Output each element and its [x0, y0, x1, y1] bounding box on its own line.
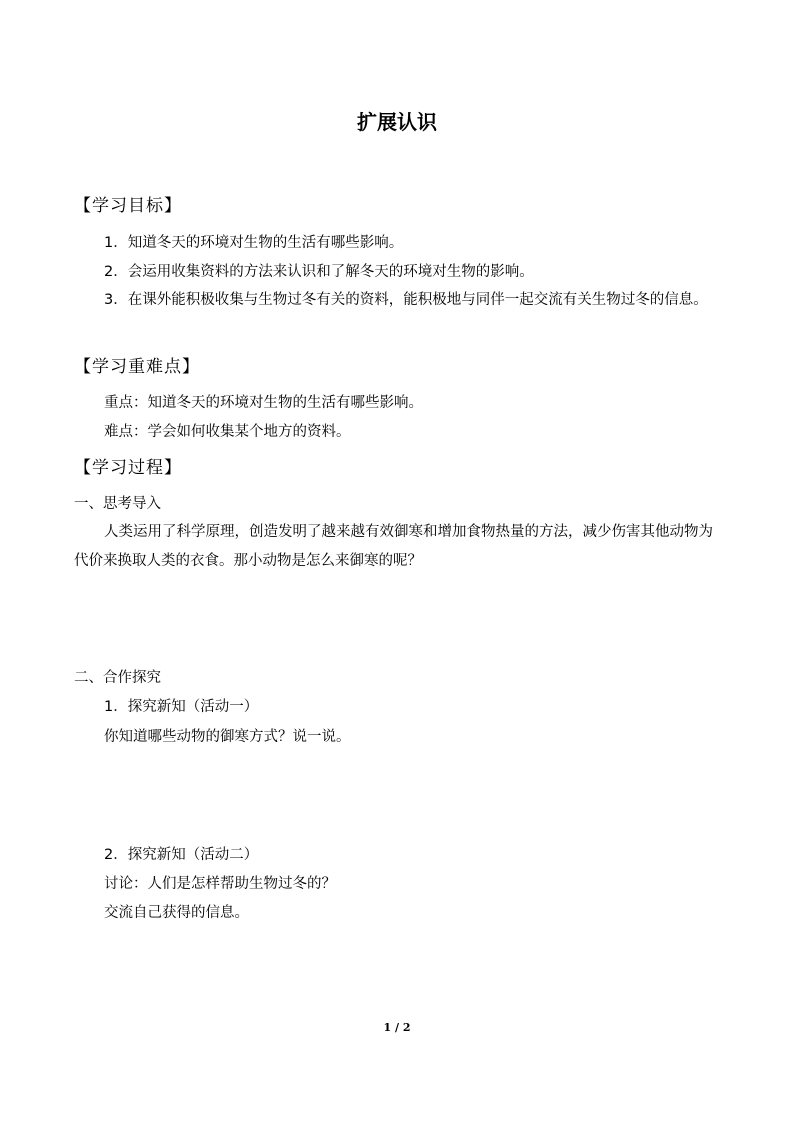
activity1-title: 1．探究新知（活动一） — [104, 699, 259, 715]
process-heading: 【学习过程】 — [74, 458, 182, 478]
objectives-heading: 【学习目标】 — [74, 196, 182, 216]
part2-title: 二、合作探究 — [74, 670, 161, 686]
objective-item-2: 2．会运用收集资料的方法来认识和了解冬天的环境对生物的影响。 — [104, 264, 534, 280]
page-number: 1 / 2 — [383, 1021, 411, 1034]
objective-item-3: 3．在课外能积极收集与生物过冬有关的资料，能积极地与同伴一起交流有关生物过冬的信息。 — [104, 292, 708, 308]
key-point-text: 重点：知道冬天的环境对生物的生活有哪些影响。 — [104, 395, 423, 411]
part1-text: 人类运用了科学原理，创造发明了越来越有效御寒和增加食物热量的方法，减少伤害其他动物为代价来换取人类的衣食。那小动物是怎么来御寒的呢？ — [74, 524, 713, 569]
activity2-exchange: 交流自己获得的信息。 — [104, 905, 249, 921]
activity2-discussion: 讨论：人们是怎样帮助生物过冬的？ — [104, 876, 336, 892]
key-points-heading: 【学习重难点】 — [74, 357, 200, 377]
part1-title: 一、思考导入 — [74, 496, 161, 512]
activity2-title: 2．探究新知（活动二） — [104, 847, 259, 863]
activity1-prompt: 你知道哪些动物的御寒方式？说一说。 — [104, 729, 351, 745]
objective-item-1: 1．知道冬天的环境对生物的生活有哪些影响。 — [104, 235, 404, 251]
page-title: 扩展认识 — [357, 110, 437, 134]
difficulty-text: 难点：学会如何收集某个地方的资料。 — [104, 424, 351, 440]
